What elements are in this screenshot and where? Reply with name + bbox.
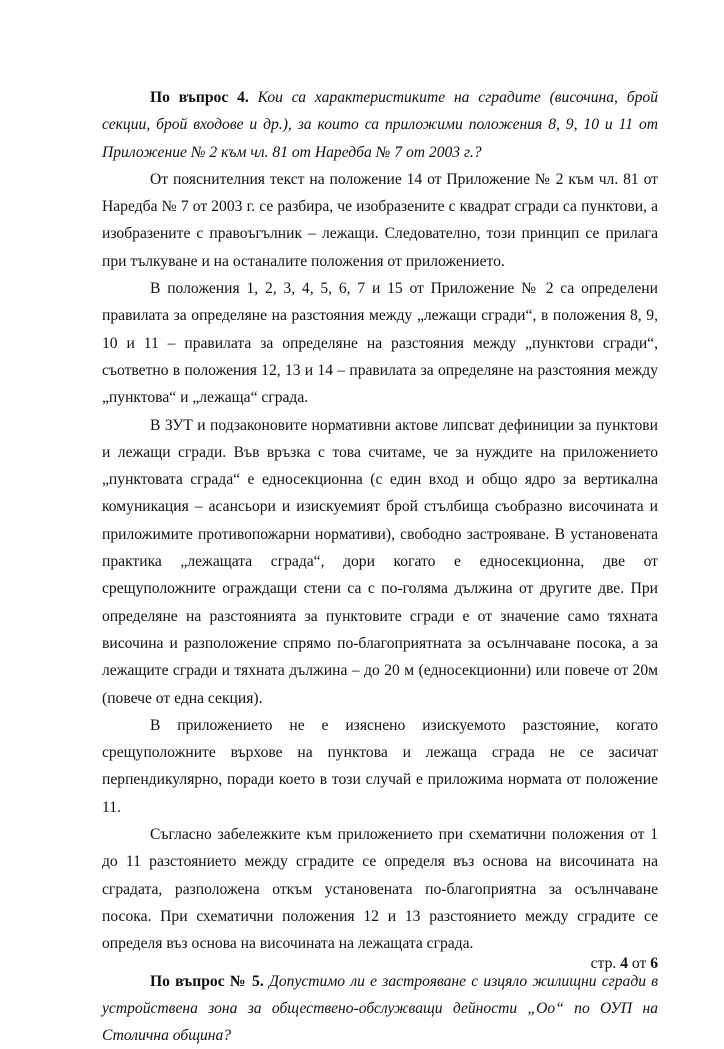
paragraph-1: От пояснителния текст на положение 14 от Приложение № 2 към чл. 81 от Наредба № 7 от 2003 г. се разбира, че изобразените с квадрат сгради са пунктови, а изобразените с правоъгълник – лежащи. Следователно, този принцип се прилага при тълкуване и на останалите положения от приложението. — [102, 166, 658, 275]
question-5 — [102, 968, 658, 1049]
question-5-label: По въпрос № 5. — [150, 973, 264, 990]
footer-prefix: стр. — [591, 955, 621, 972]
paragraph-5: Съгласно забележките към приложението при схематични положения от 1 до 11 разстоянието между сградите се определя въз основа на височината на сградата, разположена откъм установената по-благоприятна за осълнчаване посока. При схематични положения 12 и 13 разстоянието между сградите се определя въз основа на височината на лежащата сграда. — [102, 821, 658, 957]
footer-middle: от — [628, 955, 650, 972]
question-4-text: Кои са характеристиките на сградите (височина, брой секции, брой входове и др.), за които са приложими положения 8, 9, 10 и 11 от Приложение № 2 към чл. 81 от Наредба № 7 от 2003 г.? — [102, 89, 658, 161]
footer-page-total: 6 — [650, 955, 658, 972]
paragraph-4: В приложението не е изяснено изискуемото разстояние, когато срещуположните върхове на пунктова и лежаща сграда не се засичат перпендикулярно, поради което в този случай е приложима нормата от положение 11. — [102, 712, 658, 821]
question-4 — [102, 84, 658, 166]
page-footer — [591, 955, 658, 973]
footer-page-number: 4 — [620, 955, 628, 972]
page-content — [102, 84, 658, 1049]
paragraph-2: В положения 1, 2, 3, 4, 5, 6, 7 и 15 от Приложение № 2 са определени правилата за определяне на разстояния между „лежащи сгради“, в положения 8, 9, 10 и 11 – правилата за определяне на разстояния между „пунктови сгради“, съответно в положения 12, 13 и 14 – правилата за определяне на разстояния между „пунктова“ и „лежаща“ сграда. — [102, 275, 658, 411]
question-4-label: По въпрос 4. — [150, 89, 249, 106]
paragraph-3: В ЗУТ и подзаконовите нормативни актове липсват дефиниции за пунктови и лежащи сгради. Във връзка с това считаме, че за нуждите на приложението „пунктовата сграда“ е едносекционна (с един вход и общо ядро за вертикална комуникация – асансьори и изискуемият брой стълбища съобразно височината и приложимите противопожарни нормативи), свободно застрояване. В установената практика „лежащата сграда“, дори когато е едносекционна, две от срещуположните ограждащи стени са с по-голяма дължина от другите две. При определяне на разстоянията за пунктовите сгради е от значение само тяхната височина и разположение спрямо по-благоприятната за осълнчаване посока, а за лежащите сгради и тяхната дължина – до 20 м (едносекционни) или повече от 20м (повече от една секция). — [102, 412, 658, 712]
question-5-text: Допустимо ли е застрояване с изцяло жилищни сгради в устройствена зона за обществено-обслужващи дейности „Оо“ по ОУП на Столична община? — [102, 973, 658, 1045]
